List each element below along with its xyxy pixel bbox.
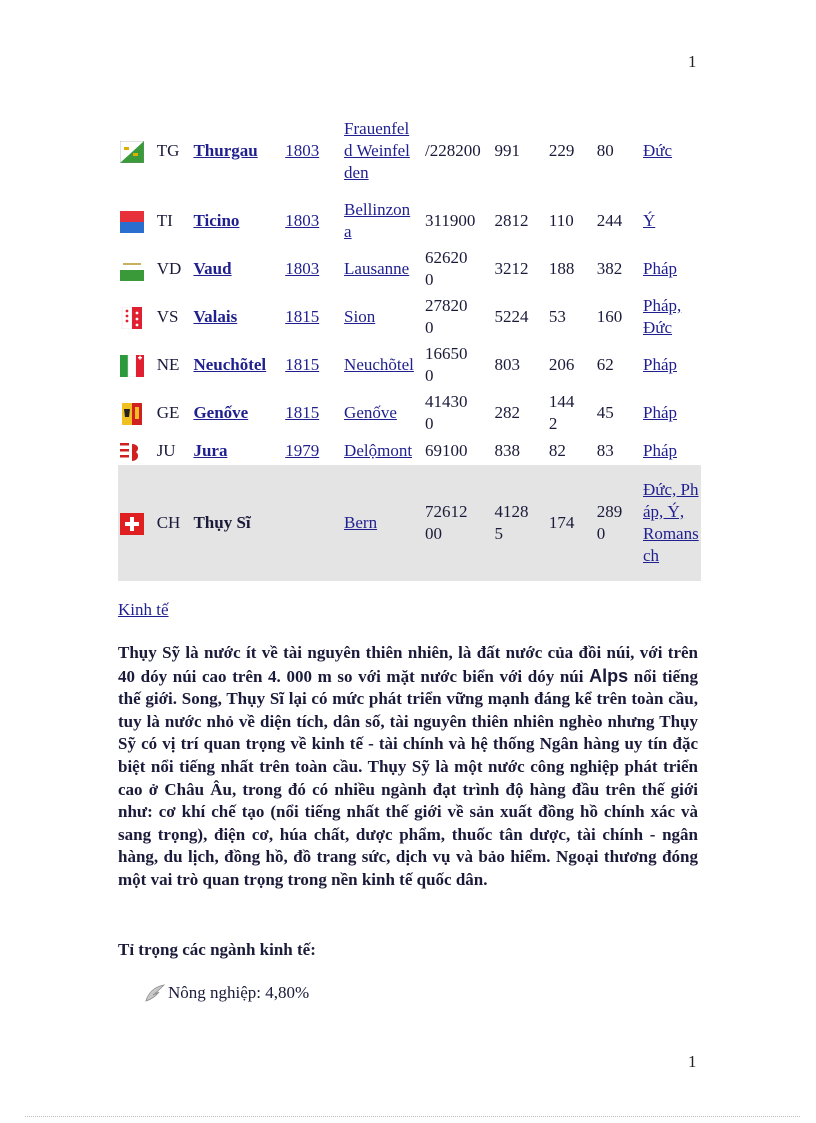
population-value: 311900 xyxy=(425,211,476,230)
switzerland-flag-icon xyxy=(120,513,144,535)
section-heading-link[interactable]: Kinh tế xyxy=(118,600,169,619)
density-value: 174 xyxy=(547,465,595,581)
page-number-bottom: 1 xyxy=(688,1052,697,1071)
communes-value: 83 xyxy=(596,441,614,460)
language-link[interactable]: Pháp xyxy=(643,403,677,422)
language-link[interactable]: Pháp xyxy=(643,355,677,374)
population-value: 7261200 xyxy=(425,502,468,543)
communes-value: 80 xyxy=(596,141,614,160)
bullet-text: Nông nghiệp: 4,80% xyxy=(168,983,310,1002)
year-link[interactable]: 1979 xyxy=(285,441,320,460)
capital-link[interactable]: Delộmont xyxy=(344,441,413,460)
table-row xyxy=(118,389,701,437)
year-empty xyxy=(283,465,342,581)
area-value: 41285 xyxy=(494,502,529,543)
language-link[interactable]: Pháp xyxy=(643,259,677,278)
thurgau-flag-icon xyxy=(120,141,144,163)
communes-value: 62 xyxy=(596,355,614,374)
jura-flag-icon xyxy=(120,441,144,463)
area-value: 803 xyxy=(494,355,520,374)
table-row xyxy=(118,245,701,293)
country-code: CH xyxy=(155,465,192,581)
population-value: 278200 xyxy=(425,296,468,337)
population-value: /228200 xyxy=(425,141,481,160)
capital-link[interactable]: Sion xyxy=(344,307,376,326)
year-link[interactable]: 1803 xyxy=(285,141,320,160)
language-link[interactable]: Pháp xyxy=(643,441,677,460)
canton-name-link[interactable]: Vaud xyxy=(193,259,232,278)
communes-value: 45 xyxy=(596,403,614,422)
canton-name-link[interactable]: Jura xyxy=(193,441,228,460)
geneva-flag-icon xyxy=(120,403,144,425)
density-value: 229 xyxy=(548,141,575,160)
paragraph-text-2: nổi tiếng thế giới. Song, Thụy Sĩ lại có mức phát triển vững mạnh đáng kể trên toàn cầu, tuy là nước nhỏ về diện tích, dân số, tài nguyên thiên nhiên nghèo nhưng Thụy Sỹ có vị trí quan trọng về kinh tế - tài chính và hệ thống Ngân hàng uy tín đặc biệt nổi tiếng nhất trên toàn cầu. Thụy Sỹ là một nước công nghiệp phát triển cao ở Châu Âu, trong đó có nhiều ngành đạt trình độ hàng đầu trên thế giới như: cơ khí chế tạo (nổi tiếng nhất thế giới về sản xuất đồng hồ chính xác và sang trọng), điện cơ, húa chất, dược phẩm, thuốc tân dược, tài chính - ngân hàng, du lịch, đồng hồ, đồ trang sức, dịch vụ và bảo hiểm. Ngoại thương đóng một vai trò quan trọng trong nền kinh tế quốc dân. xyxy=(118,666,699,889)
language-link[interactable]: Pháp, Đức xyxy=(643,296,682,337)
cantons-table xyxy=(118,105,701,581)
canton-code: TI xyxy=(156,211,173,230)
subheading: Tỉ trọng các ngành kinh tế: xyxy=(118,940,316,959)
canton-name-link[interactable]: Genốve xyxy=(193,403,249,422)
density-value: 82 xyxy=(548,441,566,460)
list-item xyxy=(144,983,309,1003)
capital-link[interactable]: Neuchõtel xyxy=(344,355,414,374)
canton-code: NE xyxy=(156,355,180,374)
density-value: 1442 xyxy=(548,392,575,433)
feather-bullet-icon xyxy=(144,983,166,1003)
canton-code: GE xyxy=(156,403,180,422)
ticino-flag-icon xyxy=(120,211,144,233)
alps-text: Alps xyxy=(589,665,629,686)
communes-value: 160 xyxy=(596,307,623,326)
capital-link[interactable]: Bern xyxy=(344,513,378,532)
table-row xyxy=(118,293,701,341)
economy-paragraph xyxy=(118,642,698,892)
density-value: 206 xyxy=(548,355,575,374)
valais-flag-icon xyxy=(120,307,144,329)
year-link[interactable]: 1803 xyxy=(285,259,320,278)
density-value: 110 xyxy=(548,211,574,230)
capital-link[interactable]: Bellinzona xyxy=(344,200,411,241)
year-link[interactable]: 1815 xyxy=(285,403,320,422)
population-value: 69100 xyxy=(425,441,468,460)
population-value: 166500 xyxy=(425,344,468,385)
density-value: 53 xyxy=(548,307,566,326)
canton-name-link[interactable]: Thurgau xyxy=(193,141,258,160)
area-value: 2812 xyxy=(494,211,529,230)
canton-code: VD xyxy=(156,259,182,278)
year-link[interactable]: 1815 xyxy=(285,355,320,374)
page-number-top: 1 xyxy=(688,52,697,71)
density-value: 188 xyxy=(548,259,575,278)
country-name: Thụy Sĩ xyxy=(193,513,251,532)
canton-name-link[interactable]: Valais xyxy=(193,307,238,326)
capital-link[interactable]: Lausanne xyxy=(344,259,410,278)
communes-value: 244 xyxy=(596,211,623,230)
vaud-flag-icon xyxy=(120,259,144,281)
communes-value: 382 xyxy=(596,259,623,278)
canton-name-link[interactable]: Ticino xyxy=(193,211,240,230)
canton-code: JU xyxy=(156,441,176,460)
language-link[interactable]: Đức xyxy=(643,141,673,160)
neuchatel-flag-icon xyxy=(120,355,144,377)
total-row xyxy=(118,465,701,581)
area-value: 991 xyxy=(494,141,520,160)
area-value: 3212 xyxy=(494,259,529,278)
canton-code: TG xyxy=(156,141,180,160)
table-row xyxy=(118,341,701,389)
language-link[interactable]: Ý xyxy=(643,211,656,230)
year-link[interactable]: 1815 xyxy=(285,307,320,326)
area-value: 838 xyxy=(494,441,520,460)
language-link[interactable]: Đức, Pháp, Ý, Romansch xyxy=(643,480,699,565)
table-row xyxy=(118,105,701,197)
area-value: 5224 xyxy=(494,307,529,326)
table-row xyxy=(118,197,701,245)
paragraph-text-1: Thụy Sỹ là nước ít về tài nguyên thiên nhiên, là đất nước của đồi núi, với trên 40 dóy núi cao trên 4. 000 m so với mặt nước biển với dóy núi xyxy=(118,643,698,686)
area-value: 282 xyxy=(494,403,520,422)
capital-link[interactable]: Frauenfeld Weinfelden xyxy=(344,119,410,182)
population-value: 414300 xyxy=(425,392,468,433)
canton-code: VS xyxy=(156,307,179,326)
population-value: 626200 xyxy=(425,248,468,289)
canton-name-link[interactable]: Neuchõtel xyxy=(193,355,267,374)
communes-value: 2890 xyxy=(596,502,623,543)
year-link[interactable]: 1803 xyxy=(285,211,320,230)
page-bottom-divider xyxy=(25,1116,800,1117)
capital-link[interactable]: Genốve xyxy=(344,403,397,422)
table-row xyxy=(118,437,701,465)
